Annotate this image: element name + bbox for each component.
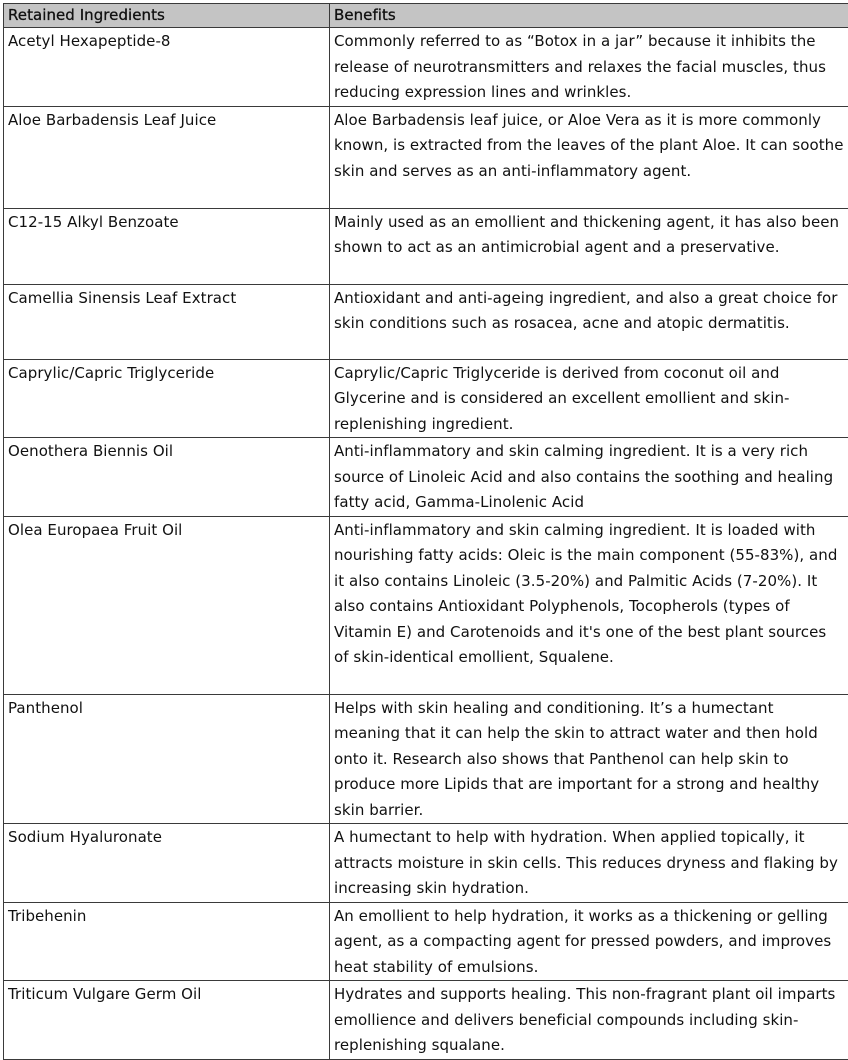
ingredient-cell: Acetyl Hexapeptide-8 — [4, 28, 330, 107]
ingredient-cell: Sodium Hyaluronate — [4, 824, 330, 903]
benefit-cell: Helps with skin healing and conditioning. It’s a humectant meaning that it can help the skin to attract water and then hold onto it. Research also shows that Panthenol can help skin to produce more Lipids that are important for a strong and healthy skin barrier. — [330, 694, 848, 824]
table-row — [4, 106, 848, 208]
table-row — [4, 516, 848, 694]
table-row — [4, 902, 848, 981]
table-row — [4, 438, 848, 517]
table-row — [4, 359, 848, 438]
ingredient-cell: Triticum Vulgare Germ Oil — [4, 981, 330, 1060]
table-row — [4, 824, 848, 903]
table-row — [4, 284, 848, 359]
table-row — [4, 694, 848, 824]
benefit-cell: An emollient to help hydration, it works as a thickening or gelling agent, as a compacting agent for pressed powders, and improves heat stability of emulsions. — [330, 902, 848, 981]
table-row — [4, 981, 848, 1060]
ingredient-cell: Tribehenin — [4, 902, 330, 981]
header-ingredients: Retained Ingredients — [4, 4, 330, 28]
benefit-cell: A humectant to help with hydration. When applied topically, it attracts moisture in skin cells. This reduces dryness and flaking by increasing skin hydration. — [330, 824, 848, 903]
ingredient-cell: Olea Europaea Fruit Oil — [4, 516, 330, 694]
benefit-cell: Caprylic/Capric Triglyceride is derived from coconut oil and Glycerine and is considered an excellent emollient and skin-replenishing ingredient. — [330, 359, 848, 438]
header-benefits: Benefits — [330, 4, 848, 28]
ingredient-cell: Caprylic/Capric Triglyceride — [4, 359, 330, 438]
benefit-cell: Antioxidant and anti-ageing ingredient, and also a great choice for skin conditions such as rosacea, acne and atopic dermatitis. — [330, 284, 848, 359]
ingredient-cell: C12-15 Alkyl Benzoate — [4, 208, 330, 284]
benefit-cell: Anti-inflammatory and skin calming ingredient. It is a very rich source of Linoleic Acid and also contains the soothing and healing fatty acid, Gamma-Linolenic Acid — [330, 438, 848, 517]
benefit-cell: Aloe Barbadensis leaf juice, or Aloe Vera as it is more commonly known, is extracted from the leaves of the plant Aloe. It can soothe skin and serves as an anti-inflammatory agent. — [330, 106, 848, 208]
benefit-cell: Hydrates and supports healing. This non-fragrant plant oil imparts emollience and delivers beneficial compounds including skin-replenishing squalane. — [330, 981, 848, 1060]
ingredient-cell: Aloe Barbadensis Leaf Juice — [4, 106, 330, 208]
table-row — [4, 28, 848, 107]
header-row — [4, 4, 848, 28]
benefit-cell: Mainly used as an emollient and thickening agent, it has also been shown to act as an antimicrobial agent and a preservative. — [330, 208, 848, 284]
table-row — [4, 208, 848, 284]
ingredient-cell: Panthenol — [4, 694, 330, 824]
ingredients-table — [3, 3, 848, 1060]
benefit-cell: Commonly referred to as “Botox in a jar” because it inhibits the release of neurotransmitters and relaxes the facial muscles, thus reducing expression lines and wrinkles. — [330, 28, 848, 107]
benefit-cell: Anti-inflammatory and skin calming ingredient. It is loaded with nourishing fatty acids: Oleic is the main component (55-83%), and it also contains Linoleic (3.5-20%) and Palmitic Acids (7-20%). It also contains Antioxidant Polyphenols, Tocopherols (types of Vitamin E) and Carotenoids and it's one of the best plant sources of skin-identical emollient, Squalene. — [330, 516, 848, 694]
ingredient-cell: Oenothera Biennis Oil — [4, 438, 330, 517]
ingredient-cell: Camellia Sinensis Leaf Extract — [4, 284, 330, 359]
